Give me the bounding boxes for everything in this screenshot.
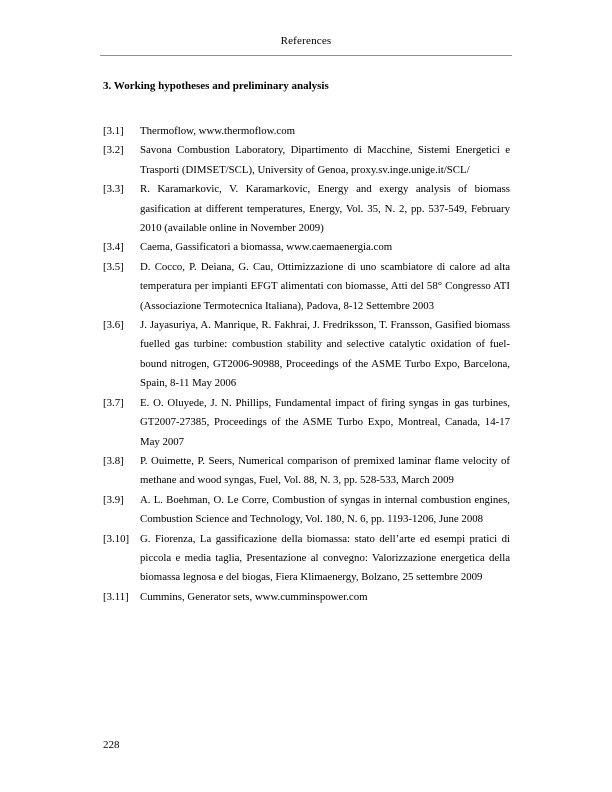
- reference-item: [103, 180, 510, 238]
- reference-item: [103, 122, 510, 141]
- reference-id: [3.11]: [103, 590, 129, 603]
- reference-item: [103, 588, 510, 607]
- reference-text: D. Cocco, P. Deiana, G. Cau, Ottimizzazione di uno scambiatore di calore ad alta temperatura per impianti EFGT alimentati con biomasse, Atti del 58° Congresso ATI (Associazione Termotecnica Italiana), Padova, 8-12 Settembre 2003: [140, 260, 510, 312]
- reference-item: [103, 530, 510, 588]
- reference-id: [3.5]: [103, 260, 124, 273]
- reference-text: Savona Combustion Laboratory, Dipartimento di Macchine, Sistemi Energetici e Trasporti (DIMSET/SCL), University of Genoa, proxy.sv.inge.unige.it/SCL/: [140, 144, 510, 176]
- reference-text: Thermoflow, www.thermoflow.com: [140, 125, 296, 137]
- reference-item: [103, 452, 510, 491]
- reference-text: P. Ouimette, P. Seers, Numerical comparison of premixed laminar flame velocity of methane and wood syngas, Fuel, Vol. 88, N. 3, pp. 528-533, March 2009: [140, 454, 510, 487]
- reference-item: [103, 394, 510, 452]
- reference-id: [3.1]: [103, 125, 124, 137]
- reference-id: [3.6]: [103, 319, 124, 332]
- section-heading: 3. Working hypotheses and preliminary analysis: [103, 80, 329, 92]
- reference-id: [3.3]: [103, 183, 124, 196]
- reference-id: [3.9]: [103, 493, 124, 506]
- reference-text: E. O. Oluyede, J. N. Phillips, Fundamental impact of firing syngas in gas turbines, GT2007-27385, Proceedings of the ASME Turbo Expo, Montreal, Canada, 14-17 May 2007: [140, 396, 510, 448]
- reference-text: J. Jayasuriya, A. Manrique, R. Fakhrai, J. Fredriksson, T. Fransson, Gasified biomass fuelled gas turbine: combustion stability and selective catalytic oxidation of fuel-bound nitrogen, GT2006-90988, Proceedings of the ASME Turbo Expo, Barcelona, Spain, 8-11 May 2006: [140, 319, 510, 390]
- reference-text: R. Karamarkovic, V. Karamarkovic, Energy and exergy analysis of biomass gasification at different temperatures, Energy, Vol. 35, N. 2, pp. 537-549, February 2010 (available online in November 2009): [140, 183, 510, 235]
- reference-id: [3.7]: [103, 396, 124, 409]
- reference-item: [103, 238, 510, 257]
- reference-item: [103, 258, 510, 316]
- header-divider: [100, 55, 512, 56]
- reference-text: G. Fiorenza, La gassificazione della biomassa: stato dell’arte ed esempi pratici di piccola e media taglia, Presentazione al convegno: Valorizzazione energetica della biomassa legnosa e del biogas, Fiera Klimaenergy, Bolzano, 25 settembre 2009: [140, 532, 510, 584]
- reference-item: [103, 141, 510, 180]
- reference-item: [103, 491, 510, 530]
- reference-id: [3.10]: [103, 532, 130, 545]
- running-header: References: [280, 35, 332, 47]
- reference-text: Cummins, Generator sets, www.cumminspower.com: [140, 590, 368, 603]
- reference-id: [3.4]: [103, 241, 124, 254]
- reference-item: [103, 316, 510, 394]
- reference-id: [3.8]: [103, 454, 124, 467]
- reference-id: [3.2]: [103, 144, 124, 157]
- reference-text: Caema, Gassificatori a biomassa, www.caemaenergia.com: [140, 241, 393, 254]
- page-number: 228: [103, 739, 120, 751]
- reference-list: [103, 122, 510, 607]
- reference-text: A. L. Boehman, O. Le Corre, Combustion of syngas in internal combustion engines, Combustion Science and Technology, Vol. 180, N. 6, pp. 1193-1206, June 2008: [140, 493, 510, 526]
